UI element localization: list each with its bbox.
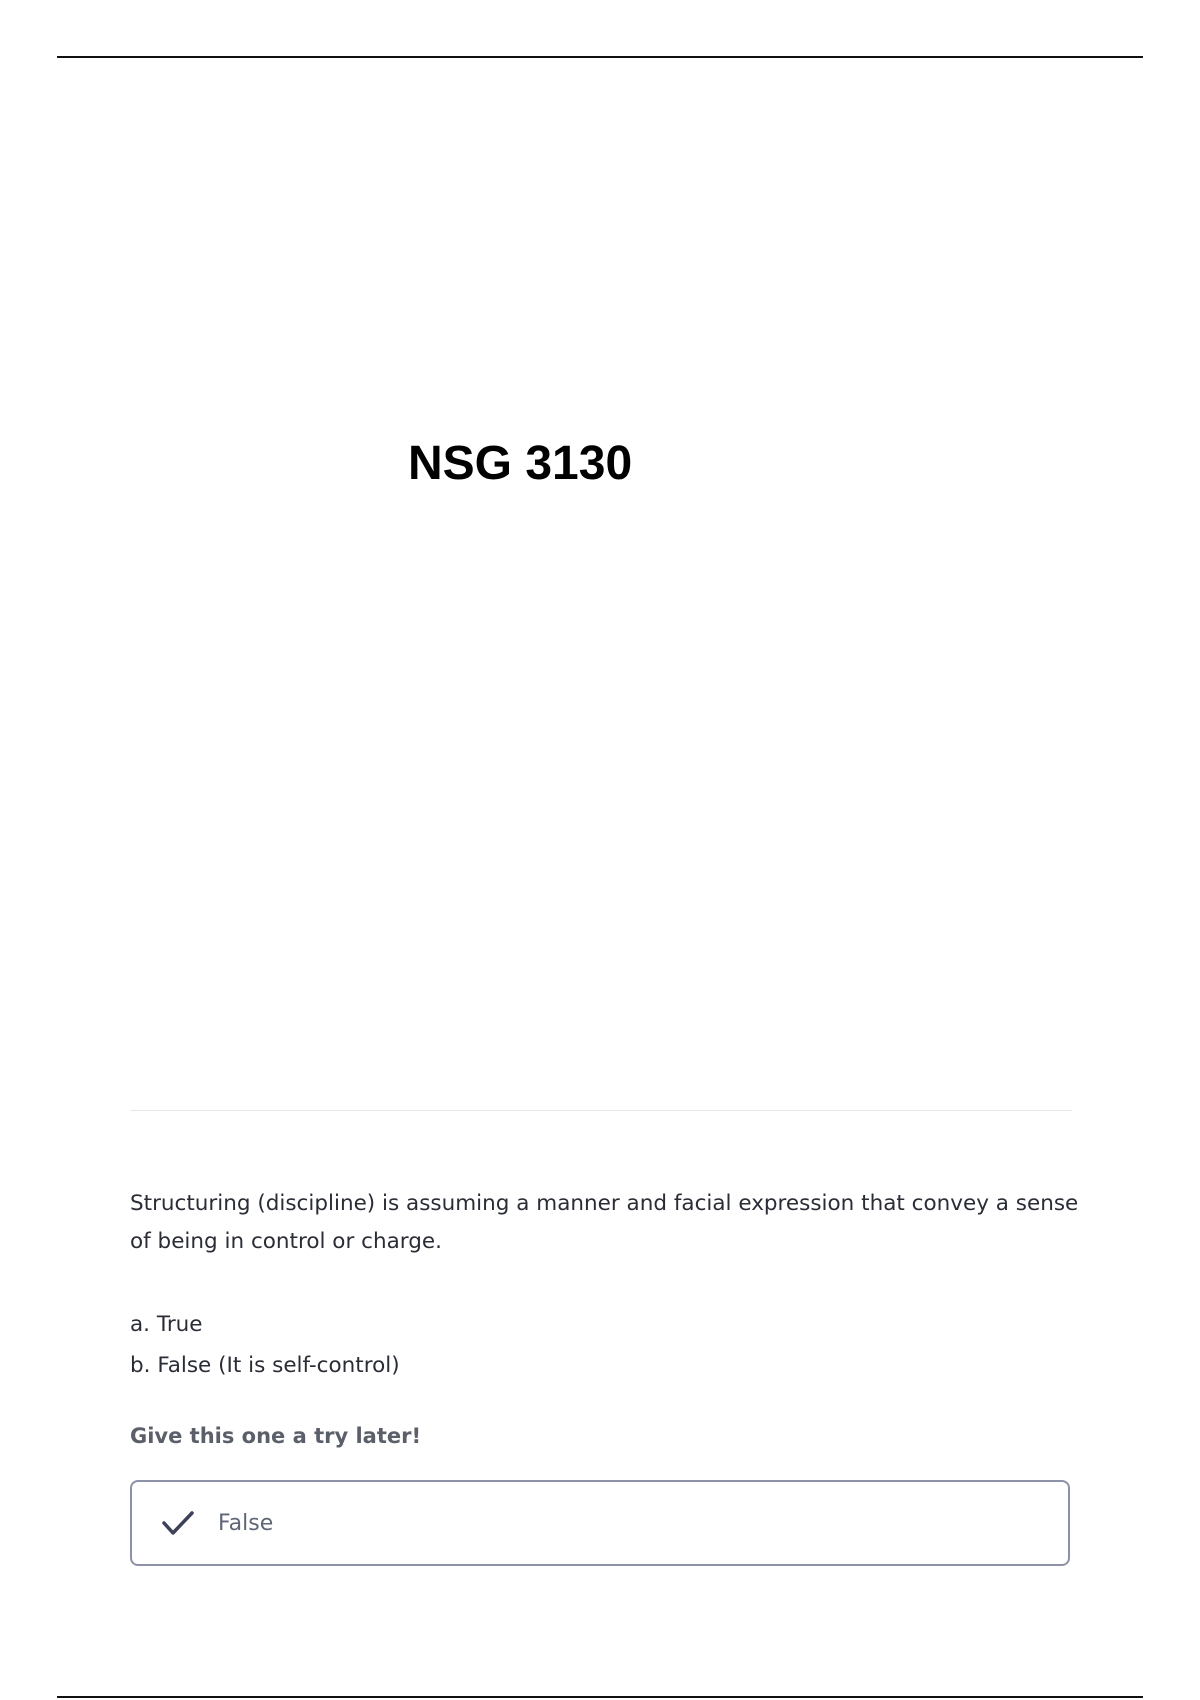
question-text: Structuring (discipline) is assuming a manner and facial expression that convey a sense of being in control or charge. [130,1191,1079,1254]
answer-label: False [218,1510,274,1536]
checkmark-icon [160,1505,196,1541]
section-divider [130,1110,1072,1111]
option-b: b. False (It is self-control) [130,1353,400,1378]
page-top-rule [57,56,1143,58]
answer-options [130,1304,400,1386]
page-bottom-rule [57,1696,1143,1698]
answer-choice[interactable] [130,1480,1070,1566]
document-title: NSG 3130 [408,437,633,490]
option-a: a. True [130,1312,203,1337]
hint-text: Give this one a try later! [130,1424,422,1448]
